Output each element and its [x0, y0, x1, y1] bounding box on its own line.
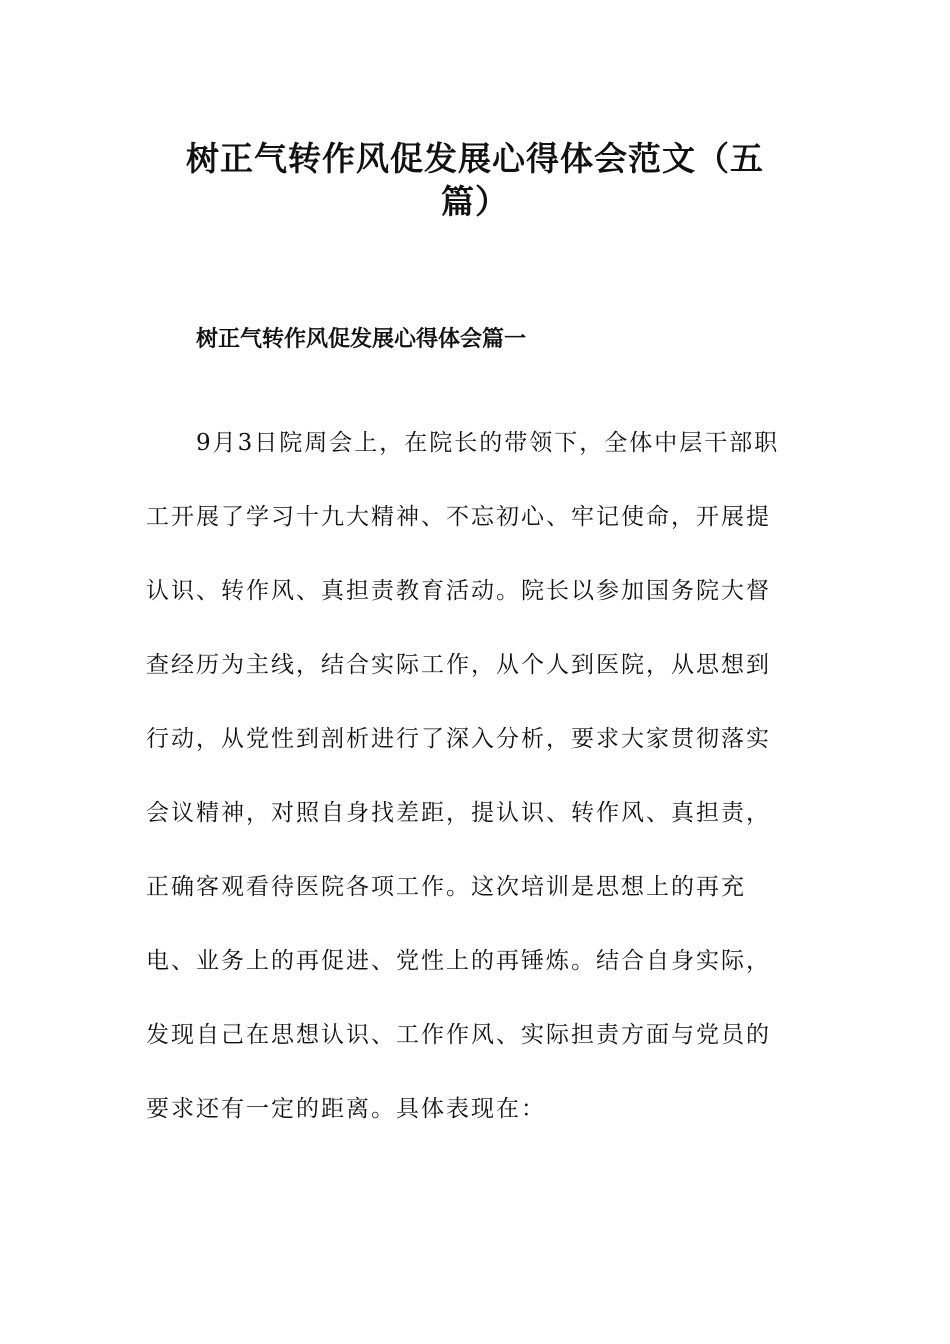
paragraph-line-10: 要求还有一定的距离。具体表现在：	[146, 1096, 546, 1122]
paragraph-line-8: 电、业务上的再促进、党性上的再锤炼。结合自身实际，	[146, 948, 771, 974]
paragraph-line-5: 行动，从党性到剖析进行了深入分析，要求大家贯彻落实	[146, 726, 771, 752]
paragraph-line-9: 发现自己在思想认识、工作作风、实际担责方面与党员的	[146, 1022, 771, 1048]
paragraph-line-4: 查经历为主线，结合实际工作，从个人到医院，从思想到	[146, 652, 771, 678]
document-title-line-2: 篇）	[441, 182, 509, 221]
paragraph-line-1: 9月3日院周会上，在院长的带领下，全体中层干部职	[146, 430, 780, 456]
paragraph-line-7: 正确客观看待医院各项工作。这次培训是思想上的再充	[146, 874, 746, 900]
paragraph-line-2: 工开展了学习十九大精神、不忘初心、牢记使命，开展提	[146, 504, 771, 530]
paragraph-line-6: 会议精神，对照自身找差距，提认识、转作风、真担责，	[146, 800, 771, 826]
document-title-line-1: 树正气转作风促发展心得体会范文（五	[186, 139, 764, 178]
paragraph-line-3: 认识、转作风、真担责教育活动。院长以参加国务院大督	[146, 578, 771, 604]
section-heading: 树正气转作风促发展心得体会篇一	[196, 326, 527, 352]
